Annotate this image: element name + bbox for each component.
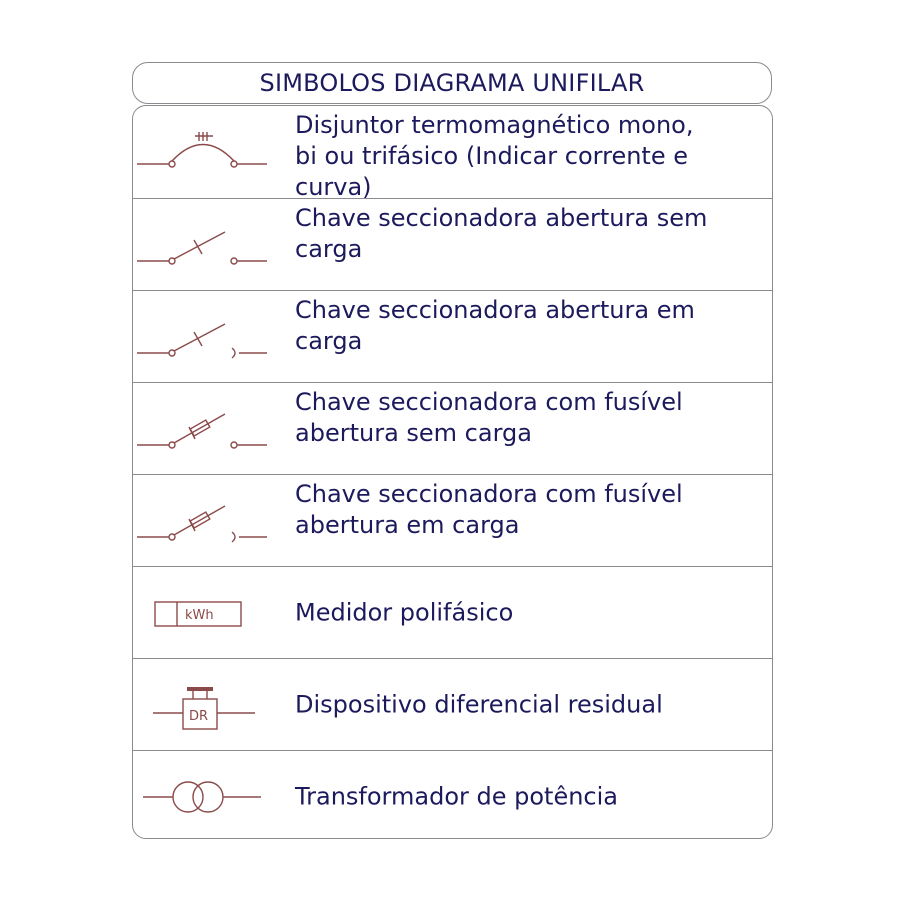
ddr-symbol-label: DR: [189, 709, 209, 724]
row-description: [295, 203, 752, 265]
chave-aberta-em-carga-icon: [133, 291, 283, 383]
chave-aberta-sem-carga-icon: [133, 199, 283, 291]
row-text-line: Chave seccionadora abertura sem: [295, 204, 708, 232]
table-row: [133, 658, 772, 750]
row-text-line: abertura sem carga: [295, 419, 532, 447]
row-text-line: carga: [295, 235, 363, 263]
row-description: [295, 295, 752, 357]
table-row: [133, 474, 772, 566]
table-row: [133, 198, 772, 290]
table-row: [133, 750, 772, 839]
medidor-symbol-label: kWh: [185, 608, 214, 623]
row-text-line: Disjuntor termomagnético mono,: [295, 111, 694, 139]
table-row: [133, 382, 772, 474]
disjuntor-icon: [133, 106, 283, 198]
row-text-line: curva): [295, 173, 372, 201]
ddr-icon: [133, 659, 283, 751]
medidor-icon: [133, 567, 283, 659]
row-description: [295, 387, 752, 449]
row-text-line: Chave seccionadora abertura em: [295, 296, 695, 324]
row-description: [295, 479, 752, 541]
transformador-icon: [133, 751, 283, 839]
chave-fusivel-sem-carga-icon: [133, 383, 283, 475]
row-description: [295, 597, 752, 628]
row-text-line: Dispositivo diferencial residual: [295, 690, 663, 718]
row-description: [295, 781, 752, 812]
table-title-text: SIMBOLOS DIAGRAMA UNIFILAR: [259, 69, 645, 97]
symbol-table: [132, 105, 773, 839]
table-row: [133, 290, 772, 382]
row-text-line: Transformador de potência: [295, 782, 619, 810]
row-text-line: Chave seccionadora com fusível: [295, 480, 683, 508]
row-text-line: Medidor polifásico: [295, 598, 514, 626]
row-description: [295, 689, 752, 720]
row-text-line: bi ou trifásico (Indicar corrente e: [295, 142, 688, 170]
table-row: [133, 106, 772, 201]
row-text-line: carga: [295, 327, 363, 355]
table-row: [133, 566, 772, 658]
row-description: [295, 110, 752, 203]
row-text-line: Chave seccionadora com fusível: [295, 388, 683, 416]
table-title: [132, 62, 772, 104]
row-text-line: abertura em carga: [295, 511, 520, 539]
chave-fusivel-em-carga-icon: [133, 475, 283, 567]
